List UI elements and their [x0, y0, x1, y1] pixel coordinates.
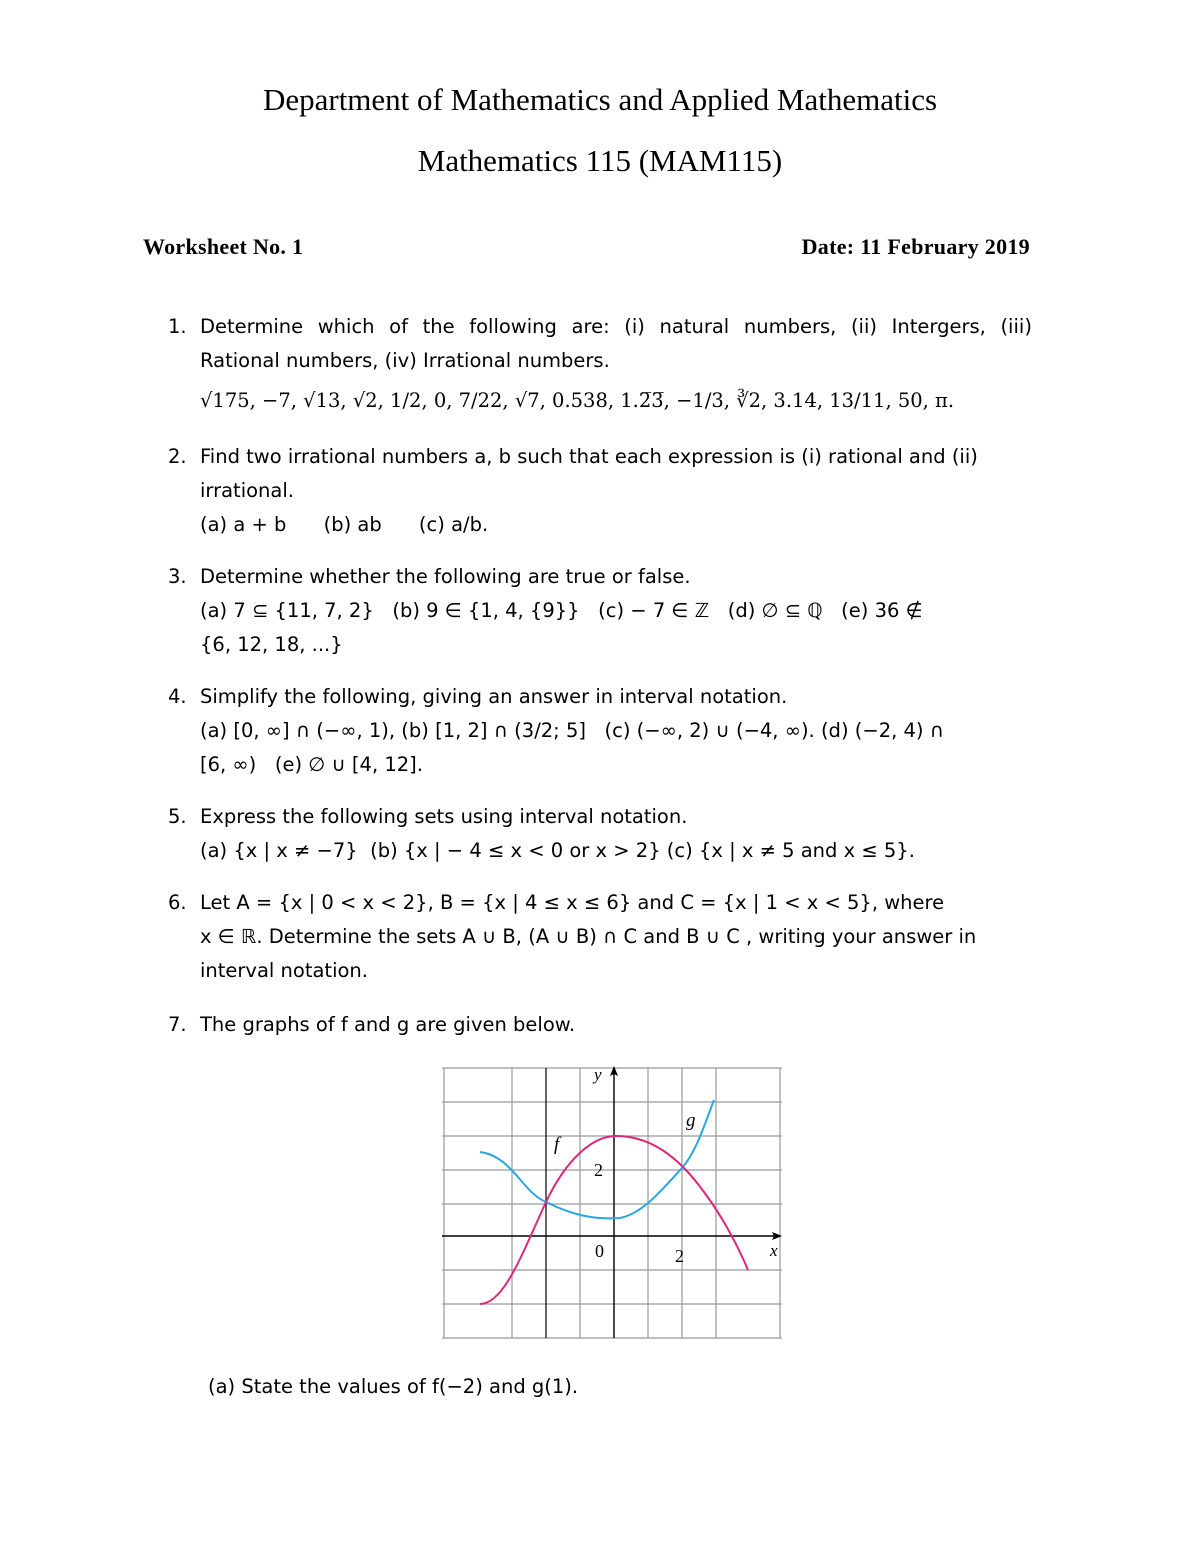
worksheet-date: Date: 11 February 2019 [801, 234, 1030, 259]
question-line: √175, −7, √13, √2, 1/2, 0, 7/22, √7, 0.538, 1.2̅3̅, −1/3, ∛2, 3.14, 13/11, 50, π. [200, 389, 955, 412]
question-line: Express the following sets using interval notation. [200, 805, 688, 828]
question-number: 5. [168, 805, 187, 828]
graph-label-g: g [686, 1110, 696, 1131]
question-line: (a) [0, ∞] ∩ (−∞, 1), (b) [1, 2] ∩ (3/2; 5] (c) (−∞, 2) ∪ (−4, ∞). (d) (−2, 4) ∩ [200, 719, 944, 742]
question-line: interval notation. [200, 959, 368, 982]
question-number: 3. [168, 565, 187, 588]
question-line: Determine which of the following are: (i) natural numbers, (ii) Intergers, (iii) [200, 315, 1032, 338]
question-number: 7. [168, 1013, 187, 1036]
graph-label-x-tick: 2 [675, 1246, 684, 1266]
graph-f-g [442, 1064, 784, 1344]
question-number: 1. [168, 315, 187, 338]
graph-label-y-tick: 2 [594, 1160, 603, 1180]
question-line: (a) {x | x ≠ −7} (b) {x | − 4 ≤ x < 0 or x > 2} (c) {x | x ≠ 5 and x ≤ 5}. [200, 839, 915, 862]
graph-svg [442, 1064, 784, 1340]
question-line: Find two irrational numbers a, b such that each expression is (i) rational and (ii) [200, 445, 978, 468]
graph-label-f: f [554, 1134, 560, 1155]
subquestion-7a [208, 1370, 1008, 1404]
graph-label-x: x [770, 1241, 778, 1260]
graph-axes [442, 1066, 782, 1338]
question-line: Rational numbers, (iv) Irrational numbers. [200, 349, 610, 372]
question-number: 4. [168, 685, 187, 708]
graph-grid [442, 1068, 782, 1338]
course-title: Mathematics 115 (MAM115) [417, 143, 783, 178]
question-number: 2. [168, 445, 187, 468]
question-line: Let A = {x | 0 < x < 2}, B = {x | 4 ≤ x ≤ 6} and C = {x | 1 < x < 5}, where [200, 891, 945, 914]
department-title: Department of Mathematics and Applied Mathematics [262, 82, 938, 117]
graph-label-y: y [594, 1065, 602, 1084]
question-line: x ∈ ℝ. Determine the sets A ∪ B, (A ∪ B) ∩ C and B ∪ C , writing your answer in [200, 925, 977, 948]
question-line: Simplify the following, giving an answer in interval notation. [200, 685, 788, 708]
question-line: [6, ∞) (e) ∅ ∪ [4, 12]. [200, 753, 423, 776]
question-number: 6. [168, 891, 187, 914]
question-line: {6, 12, 18, ...} [200, 633, 343, 656]
question-line: The graphs of f and g are given below. [200, 1013, 576, 1036]
question-line: (a) a + b (b) ab (c) a/b. [200, 513, 489, 536]
graph-label-origin: 0 [595, 1241, 604, 1261]
subquestion-line: (a) State the values of f(−2) and g(1). [208, 1375, 579, 1398]
question-line: (a) 7 ⊆ {11, 7, 2} (b) 9 ∈ {1, 4, {9}} (c) − 7 ∈ ℤ (d) ∅ ⊆ ℚ (e) 36 ∉ [200, 599, 923, 622]
question-line: Determine whether the following are true or false. [200, 565, 691, 588]
question-line: irrational. [200, 479, 294, 502]
worksheet-number: Worksheet No. 1 [143, 234, 304, 259]
